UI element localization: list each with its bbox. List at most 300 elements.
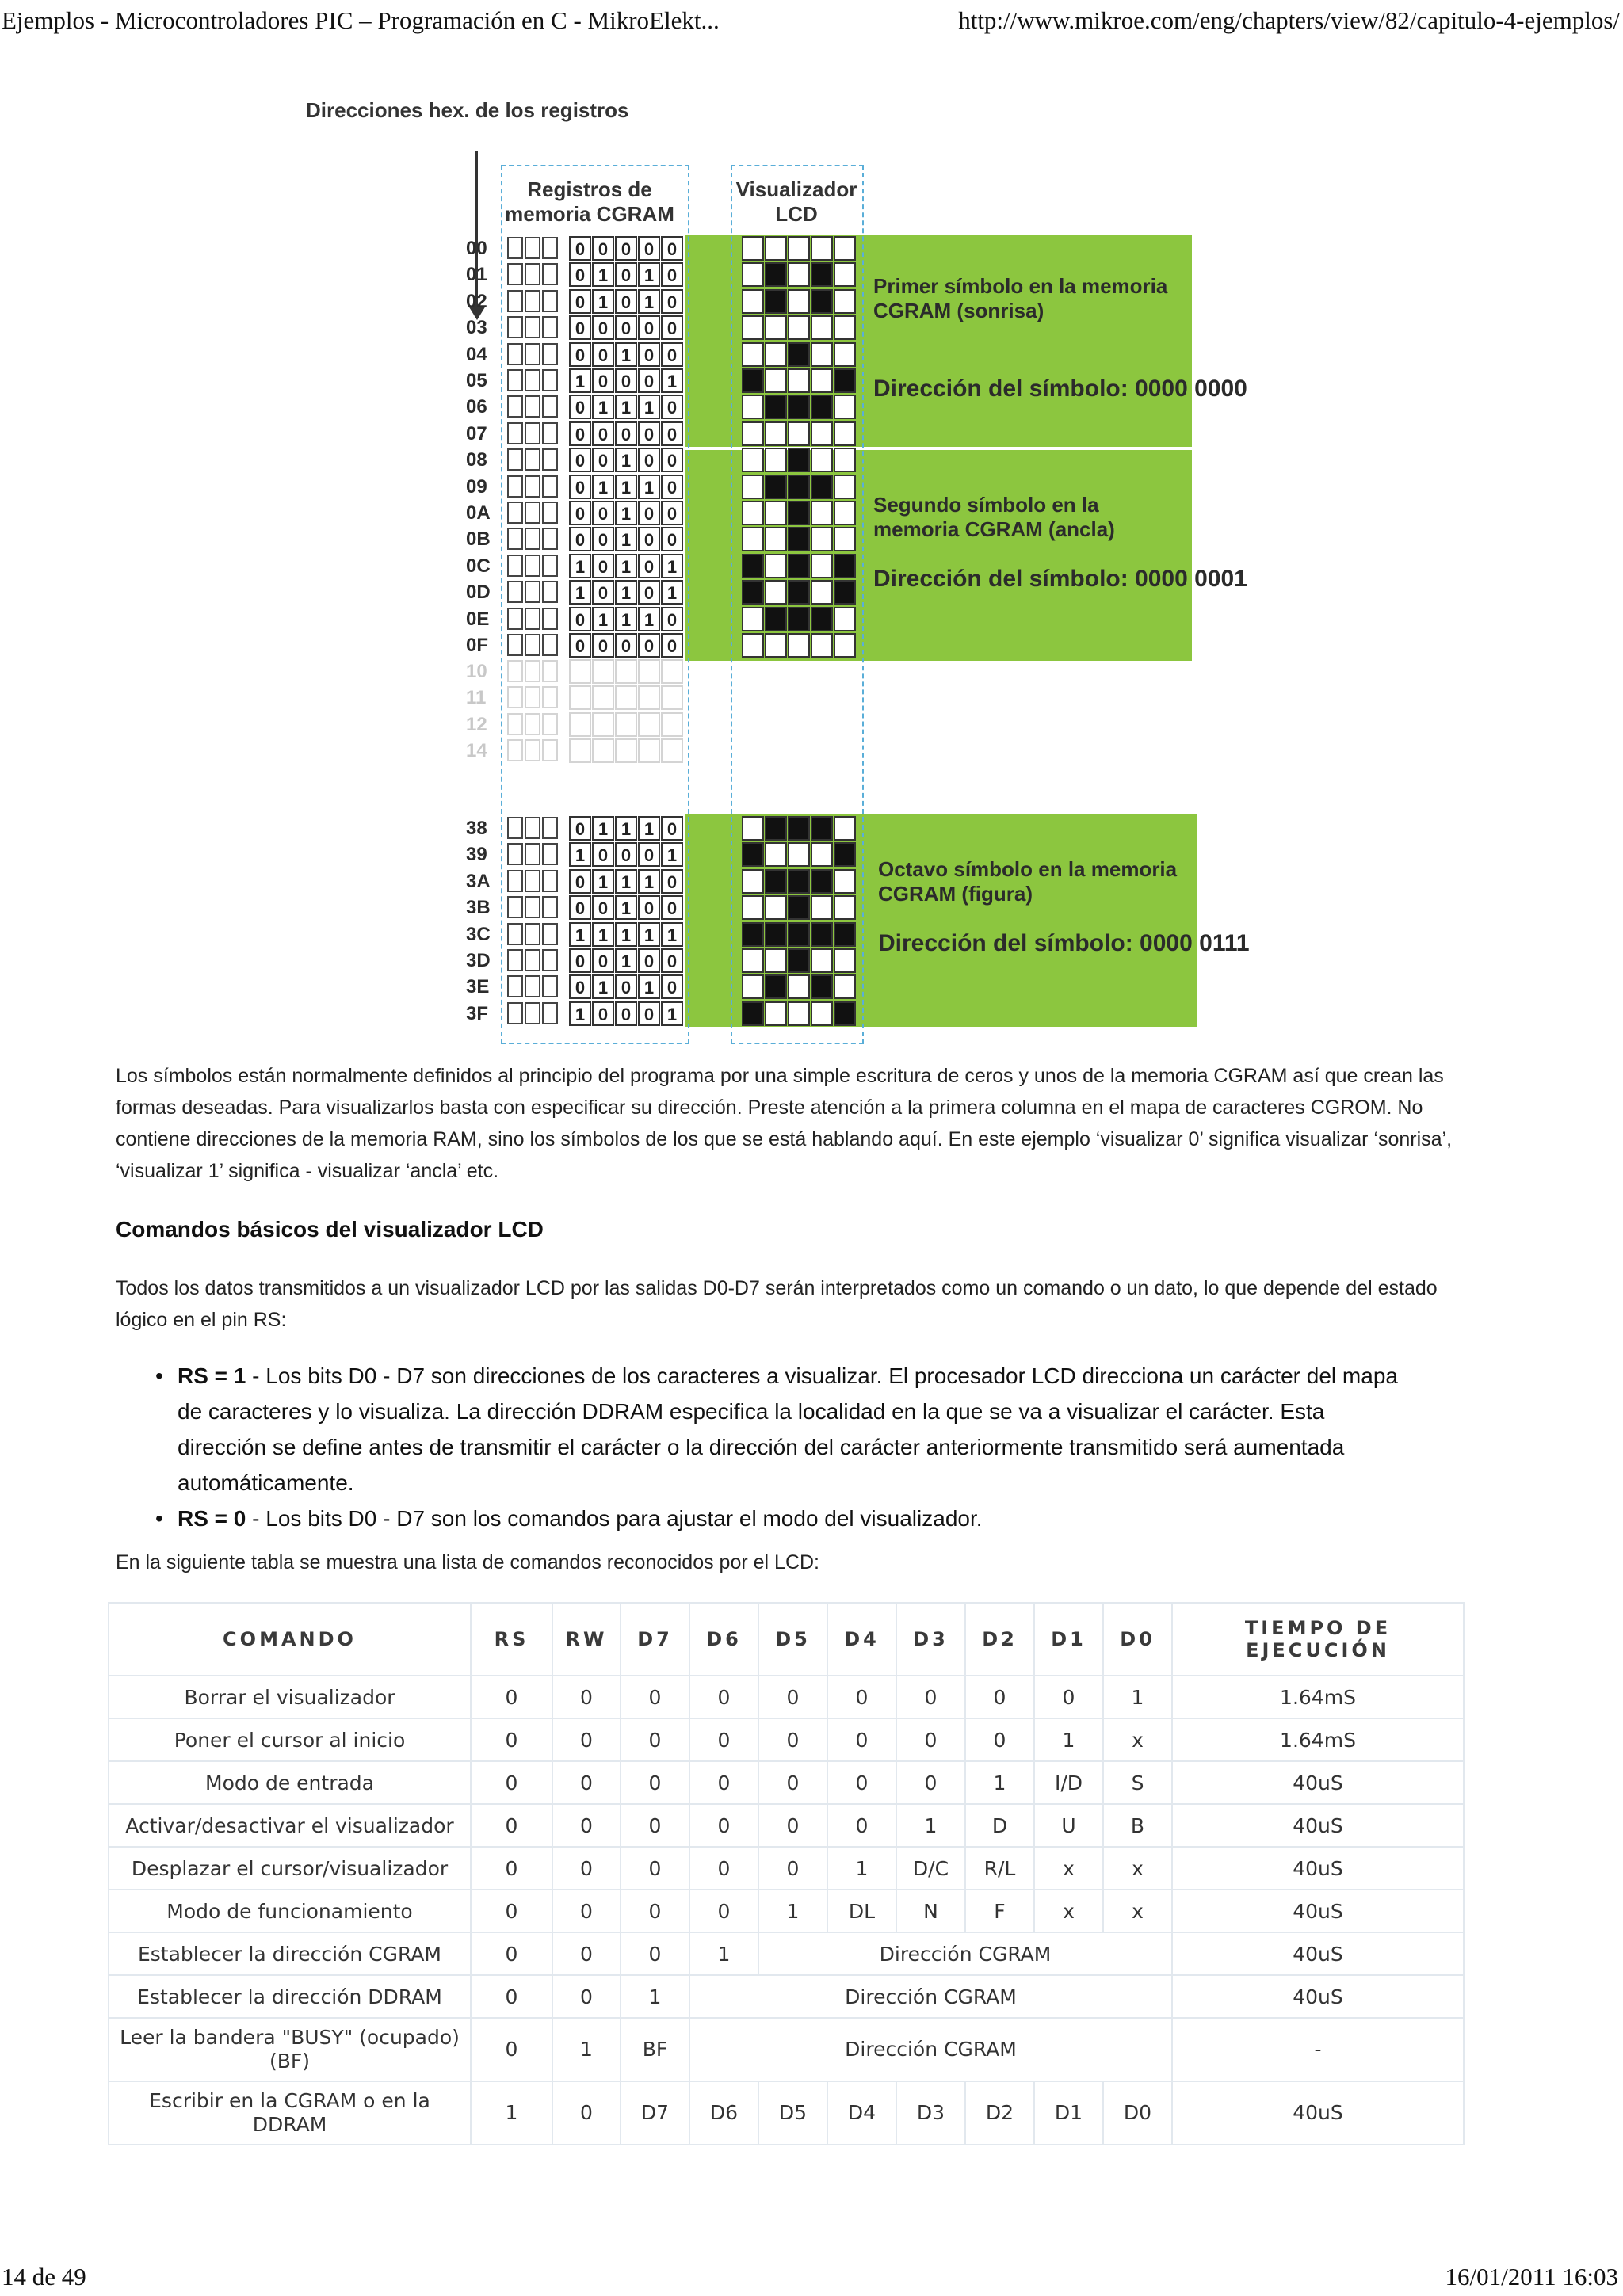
register-bit: 0: [615, 842, 637, 867]
lcd-pixel: [811, 342, 833, 367]
register-address: 09: [466, 475, 487, 498]
lcd-pixel: [788, 342, 810, 367]
empty-cell: [542, 290, 558, 312]
empty-cell: [542, 713, 558, 735]
register-bit: 0: [638, 342, 660, 367]
table-cell: 40uS: [1172, 1761, 1464, 1804]
lcd-pixel: [788, 554, 810, 578]
empty-cell: [542, 1002, 558, 1024]
lcd-pixel: [834, 816, 856, 841]
table-cell: 1: [621, 1975, 689, 2018]
table-row: [109, 2081, 1464, 2145]
register-bit: 0: [592, 1001, 614, 1026]
table-cell: D4: [827, 2081, 896, 2145]
table-cell: 0: [689, 1761, 758, 1804]
rs-list: [155, 1358, 1407, 1536]
register-bit: 0: [592, 501, 614, 525]
table-header: D6: [689, 1603, 758, 1676]
empty-cell: [638, 659, 660, 684]
register-bit: 1: [638, 475, 660, 499]
register-bit: 0: [661, 421, 683, 446]
register-bit: 0: [592, 895, 614, 920]
empty-cell: [507, 817, 523, 839]
lcd-pixel: [765, 315, 787, 340]
empty-cell: [507, 343, 523, 365]
table-cell: 0: [552, 1890, 621, 1932]
empty-cell: [592, 685, 614, 710]
lcd-pixel: [765, 527, 787, 551]
table-cell: 0: [552, 2081, 621, 2145]
lcd-pixel: [788, 633, 810, 658]
empty-cell: [542, 660, 558, 682]
lcd-pixel: [765, 922, 787, 947]
empty-cell: [542, 343, 558, 365]
lcd-pixel: [788, 395, 810, 419]
lcd-pixel: [811, 895, 833, 920]
lcd-pixel: [834, 448, 856, 472]
lcd-pixel: [834, 922, 856, 947]
table-cell: 1: [1103, 1676, 1172, 1718]
column-header-registers: Registros de memoria CGRAM: [505, 177, 674, 226]
table-cell: 0: [621, 1676, 689, 1718]
register-bit: 0: [592, 448, 614, 472]
empty-cell: [525, 316, 540, 338]
register-address: 39: [466, 844, 487, 866]
empty-cell: [525, 369, 540, 391]
lcd-pixel: [742, 262, 764, 287]
lcd-pixel: [788, 289, 810, 314]
rs1-key: RS = 1: [178, 1363, 246, 1388]
lcd-commands-table: [108, 1602, 1465, 2145]
register-bit: 1: [615, 869, 637, 894]
rs0-text: - Los bits D0 - D7 son los comandos para ajustar el modo del visualizador.: [246, 1506, 983, 1531]
table-cell: 0: [621, 1718, 689, 1761]
table-cell: D6: [689, 2081, 758, 2145]
command-name: Establecer la dirección CGRAM: [109, 1932, 471, 1975]
table-header: RS: [471, 1603, 552, 1676]
register-bit: 1: [592, 607, 614, 631]
register-bit: 1: [592, 816, 614, 841]
empty-cell: [615, 685, 637, 710]
register-bit: 1: [569, 1001, 591, 1026]
lcd-pixel: [788, 475, 810, 499]
empty-cell: [638, 685, 660, 710]
register-bit: 0: [661, 475, 683, 499]
lcd-pixel: [765, 974, 787, 999]
empty-cell: [525, 343, 540, 365]
empty-cell: [507, 475, 523, 498]
register-bit: 0: [661, 342, 683, 367]
empty-cell: [615, 738, 637, 763]
lcd-pixel: [742, 974, 764, 999]
register-address: 11: [466, 687, 487, 709]
table-cell: 0: [621, 1932, 689, 1975]
table-cell: Dirección CGRAM: [689, 1975, 1172, 2018]
empty-cell: [542, 817, 558, 839]
lcd-pixel: [765, 395, 787, 419]
register-bit: 1: [661, 580, 683, 605]
table-cell: 1.64mS: [1172, 1718, 1464, 1761]
table-cell: 0: [621, 1761, 689, 1804]
register-bit: 1: [569, 368, 591, 393]
register-bit: 0: [638, 236, 660, 261]
empty-cell: [507, 290, 523, 312]
register-address: 00: [466, 238, 487, 259]
empty-cell: [525, 739, 540, 761]
empty-cell: [507, 581, 523, 603]
register-bit: 1: [661, 1001, 683, 1026]
empty-cell: [569, 659, 591, 684]
register-bit: 0: [615, 236, 637, 261]
table-header: D1: [1034, 1603, 1103, 1676]
empty-cell: [507, 870, 523, 892]
empty-cell: [525, 713, 540, 735]
empty-cell: [507, 422, 523, 444]
lcd-pixel: [765, 869, 787, 894]
lcd-pixel: [742, 315, 764, 340]
register-bit: 0: [569, 342, 591, 367]
table-cell: D: [965, 1804, 1034, 1847]
table-cell: 0: [552, 1804, 621, 1847]
lcd-pixel: [788, 527, 810, 551]
register-bit: 0: [569, 475, 591, 499]
register-address: 0A: [466, 502, 491, 524]
register-bit: 0: [661, 395, 683, 419]
empty-cell: [542, 608, 558, 630]
lcd-pixel: [788, 948, 810, 973]
table-cell: 1: [1034, 1718, 1103, 1761]
empty-cell: [542, 237, 558, 259]
register-bit: 0: [638, 580, 660, 605]
empty-cell: [542, 528, 558, 550]
lcd-pixel: [811, 580, 833, 605]
empty-cell: [525, 949, 540, 971]
lcd-pixel: [834, 580, 856, 605]
table-cell: 0: [689, 1676, 758, 1718]
register-address: 3D: [466, 950, 491, 971]
lcd-pixel: [742, 475, 764, 499]
cgram-figure: [301, 98, 1284, 1049]
table-cell: 0: [552, 1847, 621, 1890]
lcd-pixel: [742, 554, 764, 578]
lcd-pixel: [742, 895, 764, 920]
empty-cell: [525, 975, 540, 997]
table-cell: 40uS: [1172, 1975, 1464, 2018]
table-cell: x: [1103, 1890, 1172, 1932]
lcd-pixel: [742, 236, 764, 261]
empty-cell: [592, 738, 614, 763]
lcd-pixel: [834, 395, 856, 419]
empty-cell: [542, 843, 558, 865]
register-bit: 0: [569, 633, 591, 658]
empty-cell: [592, 659, 614, 684]
register-bit: 1: [638, 816, 660, 841]
register-address: 0C: [466, 555, 491, 577]
lcd-pixel: [811, 236, 833, 261]
empty-cell: [525, 528, 540, 550]
lcd-pixel: [811, 869, 833, 894]
register-bit: 1: [661, 842, 683, 867]
table-header: D0: [1103, 1603, 1172, 1676]
register-address: 0D: [466, 582, 491, 604]
table-cell: x: [1103, 1847, 1172, 1890]
table-cell: 1.64mS: [1172, 1676, 1464, 1718]
table-cell: U: [1034, 1804, 1103, 1847]
empty-cell: [525, 448, 540, 471]
table-row: [109, 1975, 1464, 2018]
empty-cell: [525, 237, 540, 259]
register-address: 10: [466, 661, 487, 682]
register-address: 08: [466, 449, 487, 471]
empty-cell: [525, 608, 540, 630]
empty-cell: [525, 502, 540, 524]
empty-cell: [507, 448, 523, 471]
lcd-pixel: [834, 342, 856, 367]
register-bit: 0: [661, 501, 683, 525]
table-row: [109, 1804, 1464, 1847]
register-bit: 1: [661, 368, 683, 393]
register-bit: 0: [592, 236, 614, 261]
table-header: TIEMPO DE EJECUCIÓN: [1172, 1603, 1464, 1676]
table-cell: 0: [758, 1718, 827, 1761]
page-header-url[interactable]: http://www.mikroe.com/eng/chapters/view/82/capitulo-4-ejemplos/: [958, 6, 1620, 34]
table-header: COMANDO: [109, 1603, 471, 1676]
table-cell: 1: [827, 1847, 896, 1890]
empty-cell: [507, 896, 523, 918]
register-bit: 1: [615, 816, 637, 841]
table-row: [109, 1932, 1464, 1975]
lcd-pixel: [788, 580, 810, 605]
lcd-pixel: [811, 395, 833, 419]
empty-cell: [638, 738, 660, 763]
lcd-pixel: [834, 1001, 856, 1026]
command-name: Desplazar el cursor/visualizador: [109, 1847, 471, 1890]
empty-cell: [525, 581, 540, 603]
lcd-pixel: [811, 368, 833, 393]
empty-cell: [525, 555, 540, 577]
lcd-pixel: [834, 262, 856, 287]
table-header: D2: [965, 1603, 1034, 1676]
register-bit: 1: [638, 607, 660, 631]
lcd-pixel: [834, 607, 856, 631]
empty-cell: [507, 634, 523, 656]
empty-cell: [507, 975, 523, 997]
lcd-pixel: [834, 948, 856, 973]
register-address: 0B: [466, 528, 491, 551]
empty-cell: [525, 896, 540, 918]
table-cell: 0: [552, 1718, 621, 1761]
column-header-lcd: Visualizador LCD: [735, 177, 857, 226]
register-bit: 0: [592, 633, 614, 658]
register-bit: 1: [592, 869, 614, 894]
lcd-pixel: [765, 607, 787, 631]
register-bit: 0: [569, 262, 591, 287]
table-cell: 0: [965, 1718, 1034, 1761]
empty-cell: [542, 870, 558, 892]
empty-cell: [525, 422, 540, 444]
lcd-pixel: [765, 580, 787, 605]
lcd-pixel: [742, 869, 764, 894]
list-item-rs1: [155, 1358, 1407, 1501]
register-address: 07: [466, 422, 487, 444]
register-bit: 0: [569, 527, 591, 551]
table-cell: 0: [896, 1761, 965, 1804]
lcd-pixel: [788, 869, 810, 894]
lcd-pixel: [834, 842, 856, 867]
empty-cell: [525, 660, 540, 682]
band-title-1: Primer símbolo en la memoria CGRAM (sonrisa): [873, 274, 1168, 322]
register-bit: 0: [615, 1001, 637, 1026]
table-cell: 0: [471, 1975, 552, 2018]
register-address: 3B: [466, 897, 491, 919]
register-bit: 0: [592, 368, 614, 393]
table-cell: 0: [689, 1890, 758, 1932]
command-name: Leer la bandera "BUSY" (ocupado) (BF): [109, 2018, 471, 2081]
lcd-pixel: [788, 816, 810, 841]
lcd-pixel: [765, 342, 787, 367]
footer-page-number: 14 de 49: [2, 2263, 86, 2290]
lcd-pixel: [742, 289, 764, 314]
lcd-pixel: [742, 922, 764, 947]
table-row: [109, 1761, 1464, 1804]
register-bit: 0: [615, 262, 637, 287]
register-bit: 1: [638, 395, 660, 419]
register-bit: 0: [638, 527, 660, 551]
empty-cell: [542, 555, 558, 577]
lcd-pixel: [742, 421, 764, 446]
lcd-pixel: [834, 895, 856, 920]
lcd-pixel: [765, 633, 787, 658]
lcd-pixel: [811, 1001, 833, 1026]
empty-cell: [507, 923, 523, 945]
table-cell: x: [1034, 1890, 1103, 1932]
register-bit: 1: [615, 395, 637, 419]
table-cell: 0: [758, 1804, 827, 1847]
register-address: 12: [466, 713, 487, 735]
lcd-pixel: [811, 922, 833, 947]
lcd-pixel: [742, 527, 764, 551]
empty-cell: [507, 369, 523, 391]
register-bit: 0: [615, 289, 637, 314]
register-bit: 0: [592, 948, 614, 973]
register-bit: 1: [615, 501, 637, 525]
lcd-pixel: [742, 948, 764, 973]
register-bit: 0: [661, 289, 683, 314]
register-bit: 0: [569, 236, 591, 261]
register-bit: 1: [592, 289, 614, 314]
lcd-pixel: [765, 475, 787, 499]
empty-cell: [542, 502, 558, 524]
empty-cell: [507, 739, 523, 761]
empty-cell: [507, 660, 523, 682]
empty-cell: [507, 237, 523, 259]
register-bit: 0: [661, 236, 683, 261]
table-row: [109, 1718, 1464, 1761]
empty-cell: [507, 949, 523, 971]
lcd-pixel: [788, 501, 810, 525]
register-bit: 0: [592, 315, 614, 340]
table-cell: 40uS: [1172, 1890, 1464, 1932]
empty-cell: [638, 712, 660, 737]
empty-cell: [542, 395, 558, 418]
lcd-pixel: [811, 421, 833, 446]
register-bit: 0: [638, 1001, 660, 1026]
table-cell: 1: [471, 2081, 552, 2145]
paragraph-rs: Todos los datos transmitidos a un visualizador LCD por las salidas D0-D7 serán interpretados como un comando o un dato, lo que depende del estado lógico en el pin RS:: [116, 1277, 1438, 1331]
lcd-pixel: [788, 974, 810, 999]
register-bit: 0: [638, 501, 660, 525]
table-cell: 0: [827, 1761, 896, 1804]
register-bit: 0: [569, 895, 591, 920]
register-bit: 0: [592, 580, 614, 605]
table-cell: 0: [827, 1676, 896, 1718]
table-cell: R/L: [965, 1847, 1034, 1890]
lcd-pixel: [742, 842, 764, 867]
command-name: Escribir en la CGRAM o en la DDRAM: [109, 2081, 471, 2145]
empty-cell: [525, 686, 540, 708]
list-item-rs0: [155, 1501, 1407, 1536]
register-bit: 1: [569, 580, 591, 605]
band-address-8: Dirección del símbolo: 0000 0111: [878, 930, 1250, 956]
register-bit: 0: [661, 315, 683, 340]
table-cell: 1: [552, 2018, 621, 2081]
lcd-pixel: [811, 607, 833, 631]
band-title-8: Octavo símbolo en la memoria CGRAM (figura): [878, 857, 1178, 906]
empty-cell: [661, 738, 683, 763]
register-bit: 1: [615, 527, 637, 551]
empty-cell: [661, 685, 683, 710]
table-cell: 40uS: [1172, 1804, 1464, 1847]
lcd-pixel: [765, 948, 787, 973]
register-bit: 0: [638, 895, 660, 920]
register-bit: 0: [638, 842, 660, 867]
empty-cell: [542, 896, 558, 918]
register-bit: 1: [569, 922, 591, 947]
register-address: 04: [466, 343, 487, 365]
table-cell: 0: [471, 1804, 552, 1847]
empty-cell: [507, 713, 523, 735]
register-bit: 0: [615, 633, 637, 658]
register-bit: 1: [661, 922, 683, 947]
table-cell: 0: [471, 1718, 552, 1761]
empty-cell: [525, 843, 540, 865]
register-bit: 1: [638, 974, 660, 999]
lcd-pixel: [834, 633, 856, 658]
lcd-pixel: [765, 1001, 787, 1026]
lcd-pixel: [742, 395, 764, 419]
empty-cell: [569, 738, 591, 763]
empty-cell: [507, 263, 523, 285]
register-bit: 0: [569, 607, 591, 631]
table-cell: D7: [621, 2081, 689, 2145]
empty-cell: [542, 448, 558, 471]
lcd-pixel: [811, 527, 833, 551]
empty-cell: [525, 263, 540, 285]
register-address: 0E: [466, 608, 490, 630]
register-bit: 0: [638, 421, 660, 446]
lcd-pixel: [765, 448, 787, 472]
register-bit: 0: [592, 527, 614, 551]
page-header-title: Ejemplos - Microcontroladores PIC – Programación en C - MikroElekt...: [2, 6, 720, 34]
lcd-pixel: [788, 842, 810, 867]
empty-cell: [661, 712, 683, 737]
table-cell: 0: [471, 1932, 552, 1975]
table-cell: F: [965, 1890, 1034, 1932]
table-cell: 40uS: [1172, 1847, 1464, 1890]
lcd-pixel: [788, 315, 810, 340]
lcd-pixel: [834, 368, 856, 393]
lcd-pixel: [834, 501, 856, 525]
